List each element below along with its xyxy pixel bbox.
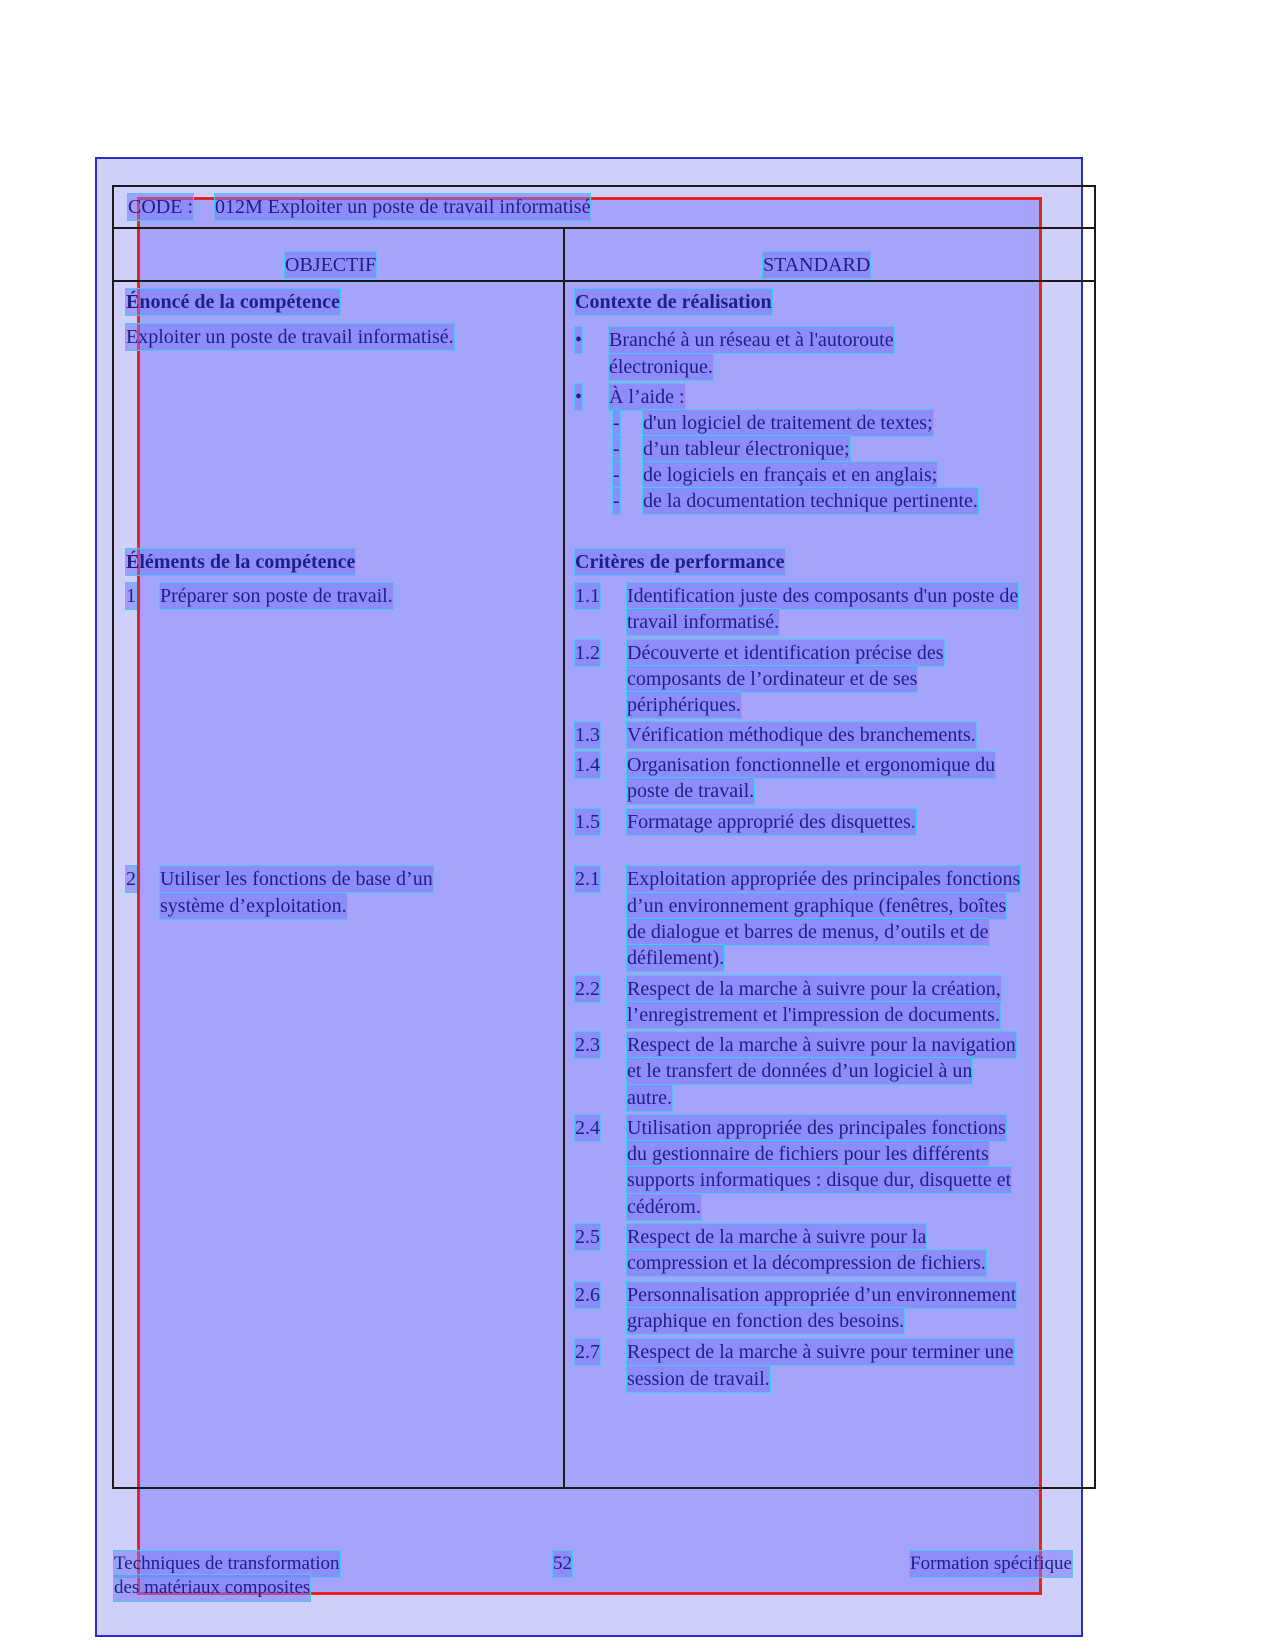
critere-line: de dialogue et barres de menus, d’outils et de	[627, 921, 989, 943]
critere-number: 1.1	[575, 585, 600, 607]
critere-number: 1.2	[575, 642, 600, 664]
table-divider	[112, 280, 1096, 282]
enonce-title: Énoncé de la compétence	[126, 291, 340, 313]
critere-line: Personnalisation appropriée d’un environnement	[627, 1284, 1017, 1306]
contexte-dash-item: de la documentation technique pertinente.	[643, 490, 978, 512]
critere-line: Identification juste des composants d'un poste de	[627, 585, 1019, 607]
contexte-dash-item: d’un tableur électronique;	[643, 438, 850, 460]
critere-line: autre.	[627, 1087, 672, 1109]
elements-title: Éléments de la compétence	[126, 551, 356, 573]
critere-line: travail informatisé.	[627, 611, 780, 633]
critere-line: et le transfert de données d’un logiciel à un	[627, 1060, 973, 1082]
table-divider	[112, 227, 1096, 229]
enonce-text: Exploiter un poste de travail informatisé.	[126, 326, 454, 348]
page-number: 52	[553, 1551, 572, 1577]
bullet-icon: •	[575, 329, 583, 351]
critere-line: Découverte et identification précise des	[627, 642, 944, 664]
column-divider	[563, 227, 565, 1489]
contexte-bullet1: Branché à un réseau et à l'autoroute	[609, 329, 894, 351]
code-value: 012M Exploiter un poste de travail informatisé	[215, 196, 591, 218]
critere-line: Organisation fonctionnelle et ergonomique du	[627, 754, 996, 776]
criteres-title: Critères de performance	[575, 551, 785, 573]
critere-number: 2.7	[575, 1341, 600, 1363]
col-objectif: OBJECTIF	[285, 254, 377, 276]
critere-line: défilement).	[627, 947, 725, 969]
critere-line: session de travail.	[627, 1368, 770, 1390]
critere-line: supports informatiques : disque dur, disquette et	[627, 1169, 1012, 1191]
critere-number: 2.6	[575, 1284, 600, 1306]
element-2-text: Utiliser les fonctions de base d’un	[160, 868, 433, 890]
critere-line: périphériques.	[627, 694, 741, 716]
critere-number: 2.4	[575, 1117, 600, 1139]
critere-number: 2.2	[575, 978, 600, 1000]
critere-line: Formatage approprié des disquettes.	[627, 811, 916, 833]
critere-line: cédérom.	[627, 1196, 701, 1218]
critere-line: compression et la décompression de fichiers.	[627, 1252, 986, 1274]
dash-icon: -	[613, 412, 620, 434]
critere-line: Respect de la marche à suivre pour la navigation	[627, 1034, 1016, 1056]
critere-line: d’un environnement graphique (fenêtres, boîtes	[627, 895, 1007, 917]
critere-line: Respect de la marche à suivre pour la création,	[627, 978, 1001, 1000]
critere-line: graphique en fonction des besoins.	[627, 1310, 905, 1332]
dash-icon: -	[613, 490, 620, 512]
critere-number: 1.3	[575, 724, 600, 746]
critere-line: Utilisation appropriée des principales fonctions	[627, 1117, 1006, 1139]
critere-number: 2.1	[575, 868, 600, 890]
contexte-bullet2: À l’aide :	[609, 386, 685, 408]
critere-line: du gestionnaire de fichiers pour les différents	[627, 1143, 989, 1165]
code-label: CODE :	[128, 196, 193, 218]
critere-line: Vérification méthodique des branchements.	[627, 724, 976, 746]
critere-number: 1.4	[575, 754, 600, 776]
col-standard: STANDARD	[763, 254, 871, 276]
critere-line: Respect de la marche à suivre pour la	[627, 1226, 927, 1248]
critere-number: 2.3	[575, 1034, 600, 1056]
critere-line: Respect de la marche à suivre pour terminer une	[627, 1341, 1014, 1363]
dash-icon: -	[613, 438, 620, 460]
element-2-text-cont: système d’exploitation.	[160, 895, 347, 917]
critere-line: Exploitation appropriée des principales fonctions	[627, 868, 1021, 890]
footer-section: Formation spécifique	[910, 1551, 1072, 1577]
critere-line: l’enregistrement et l'impression de documents.	[627, 1004, 1000, 1026]
dash-icon: -	[613, 464, 620, 486]
contexte-dash-item: d'un logiciel de traitement de textes;	[643, 412, 933, 434]
critere-number: 1.5	[575, 811, 600, 833]
footer-program: Techniques de transformation	[114, 1551, 340, 1577]
bullet-icon: •	[575, 386, 583, 408]
critere-line: poste de travail.	[627, 780, 755, 802]
critere-line: composants de l’ordinateur et de ses	[627, 668, 918, 690]
contexte-bullet1-cont: électronique.	[609, 356, 713, 378]
element-number: 1	[126, 585, 136, 607]
critere-number: 2.5	[575, 1226, 600, 1248]
element-1-text: Préparer son poste de travail.	[160, 585, 393, 607]
contexte-title: Contexte de réalisation	[575, 291, 772, 313]
footer-program-cont: des matériaux composites	[114, 1575, 310, 1601]
element-number: 2	[126, 868, 136, 890]
contexte-dash-item: de logiciels en français et en anglais;	[643, 464, 938, 486]
